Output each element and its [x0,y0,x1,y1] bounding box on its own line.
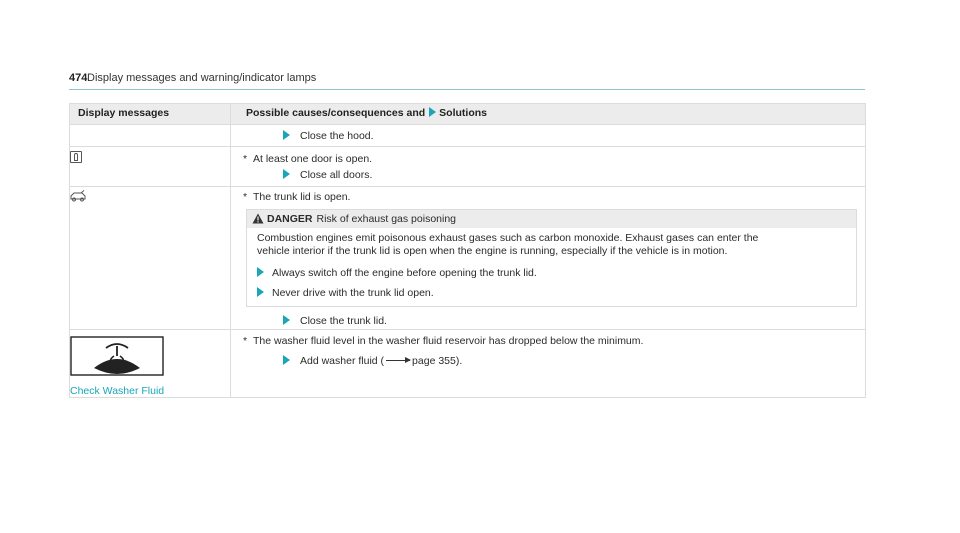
cause-text: The washer fluid level in the washer fluid reservoir has dropped below the minimum. [253,335,644,347]
danger-label: DANGER [267,213,313,225]
page-title: Display messages and warning/indicator lamps [87,72,317,84]
row3-display [70,330,231,398]
col-header-display: Display messages [70,104,231,125]
table-row [70,147,866,187]
solution-line [231,353,865,369]
footnote-star: * [243,191,248,203]
table-row [70,330,866,398]
footnote-star: * [243,153,248,165]
row0-display [70,125,231,147]
warning-triangle-icon [252,213,264,224]
check-washer-fluid-label: Check Washer Fluid [70,385,165,397]
danger-step [247,260,856,284]
footnote-star: * [243,335,248,347]
solution-arrow-icon [257,287,264,297]
danger-step-text: Never drive with the trunk lid open. [272,287,434,299]
col-header-causes [231,104,866,125]
solution-arrow-icon [283,130,290,140]
table-row [70,187,866,330]
page-reference-link[interactable]: page 355). [412,355,463,367]
cause-line [231,189,865,205]
danger-text-line: Combustion engines emit poisonous exhaust gases such as carbon monoxide. Exhaust gases can enter the [257,232,759,244]
row2-display [70,187,231,330]
solution-arrow-icon [283,169,290,179]
trunk-open-icon [70,190,86,202]
row2-causes [231,187,866,330]
row1-display [70,147,231,187]
solution-line [231,313,865,329]
cause-line [231,333,865,349]
danger-box [246,209,857,307]
col-header-solutions-label: Solutions [439,107,488,119]
danger-text [247,228,856,260]
solution-text: Close the hood. [300,130,374,142]
danger-header [247,210,856,228]
row0-causes [231,125,866,147]
danger-step [247,284,856,306]
row3-causes [231,330,866,398]
solution-line [231,167,865,183]
solution-arrow-icon [257,267,264,277]
page-number: 474 [69,72,88,84]
row1-causes [231,147,866,187]
table-header-row [70,104,866,125]
solution-arrow-icon [429,107,436,117]
solution-text: Add washer fluid ( [300,355,385,367]
table-row [70,125,866,147]
solution-text: Close the trunk lid. [300,315,387,327]
cause-line [231,151,865,167]
page-header [69,72,865,90]
solution-line [231,128,865,144]
solution-text: Close all doors. [300,169,373,181]
door-open-icon [70,151,82,163]
messages-table [69,103,866,398]
danger-text-line: vehicle interior if the trunk lid is open when the engine is running, especially if the vehicle is in motion. [257,245,728,257]
solution-arrow-icon [283,315,290,325]
page-reference-arrow-icon [386,360,410,361]
cause-text: At least one door is open. [253,153,373,165]
col-header-causes-label: Possible causes/consequences and [246,107,426,119]
danger-title: Risk of exhaust gas poisoning [316,213,457,225]
danger-step-text: Always switch off the engine before opening the trunk lid. [272,267,537,279]
solution-arrow-icon [283,355,290,365]
cause-text: The trunk lid is open. [253,191,351,203]
washer-fluid-icon [70,336,164,376]
